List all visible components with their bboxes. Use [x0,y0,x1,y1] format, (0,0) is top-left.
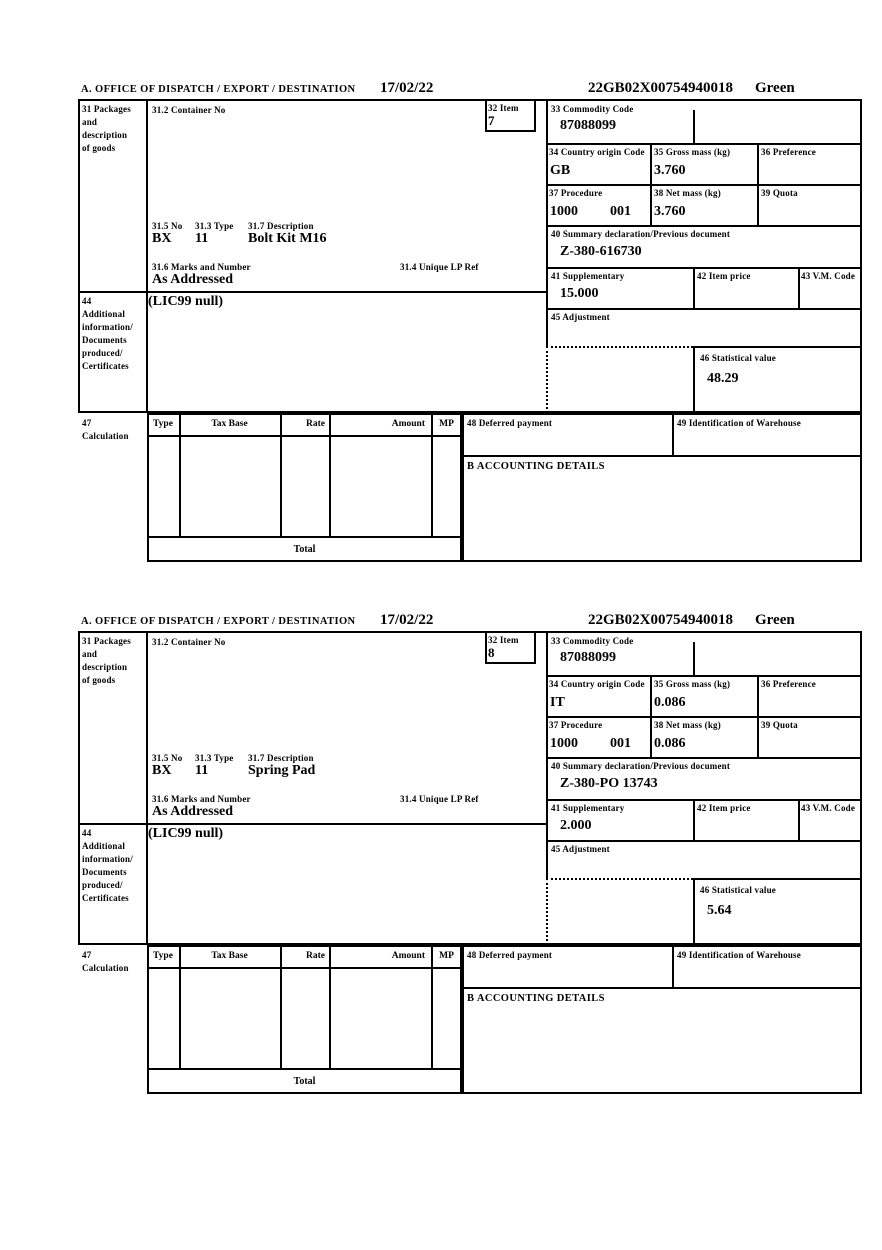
procedure-value-2: 001 [610,204,631,219]
box35-36-divider [757,675,759,757]
box46-top-border [693,346,862,348]
adjustment-label: 45 Adjustment [551,844,610,854]
office-of-dispatch-label: A. OFFICE OF DISPATCH / EXPORT / DESTINATION [81,84,356,95]
quota-label: 39 Quota [761,188,798,198]
procedure-label: 37 Procedure [549,720,603,730]
item-number: 7 [488,113,495,128]
package-no-value: BX [152,231,172,246]
supplementary-label: 41 Supplementary [551,271,625,281]
calc-col-type-header: Type [153,419,173,429]
left-column-divider [146,631,148,945]
marks-label: 31.6 Marks and Number [152,262,251,272]
package-no-label: 31.5 No [152,221,183,231]
box47-label: 47 Calculation [82,418,129,441]
commodity-code-value: 87088099 [560,118,616,133]
statistical-value: 5.64 [707,903,732,918]
box41-42-divider [693,267,695,308]
calc-total-row [147,536,462,562]
unique-lp-ref-label: 31.4 Unique LP Ref [400,262,479,272]
item-price-label: 42 Item price [697,803,751,813]
supplementary-value: 15.000 [560,286,599,301]
statistical-dotted-line-vertical [546,346,548,413]
calc-col-amount-header: Amount [391,419,425,429]
description-label: 31.7 Description [248,221,314,231]
supplementary-value: 2.000 [560,818,592,833]
box41-bottom-divider [546,840,862,842]
warehouse-id-label: 49 Identification of Warehouse [677,950,801,960]
description-label: 31.7 Description [248,753,314,763]
procedure-value-1: 1000 [550,204,578,219]
accounting-box [462,945,862,1094]
box48-49-divider [672,413,674,455]
item-label: 32 Item [488,635,519,645]
calc-col-amount-header: Amount [391,951,425,961]
declaration-item-section [78,80,862,562]
additional-info-value: (LIC99 null) [148,826,224,841]
description-value: Spring Pad [248,763,316,778]
box40-bottom-divider [546,267,862,269]
package-type-value: 11 [195,763,209,778]
commodity-code-subdivider [693,110,695,143]
country-origin-label: 34 Country origin Code [549,147,645,157]
marks-value: As Addressed [152,804,234,819]
procedure-value-1: 1000 [550,736,578,751]
calc-col-rate-header: Rate [306,419,325,429]
calc-col-rate-header: Rate [306,951,325,961]
box34-35-divider [650,675,652,757]
calc-header-divider [147,435,462,437]
box44-top-divider [78,291,546,293]
previous-document-label: 40 Summary declaration/Previous document [551,761,731,771]
gross-mass-value: 0.086 [654,695,686,710]
declaration-date: 17/02/22 [380,80,434,96]
quota-label: 39 Quota [761,720,798,730]
marks-value: As Addressed [152,272,234,287]
calc-col-mp-header: MP [439,951,454,961]
statistical-dotted-line-vertical [546,878,548,945]
item-label: 32 Item [488,103,519,113]
package-no-value: BX [152,763,172,778]
unique-lp-ref-label: 31.4 Unique LP Ref [400,794,479,804]
commodity-code-label: 33 Commodity Code [551,636,634,646]
calc-col-type-header: Type [153,951,173,961]
package-no-label: 31.5 No [152,753,183,763]
box47-label: 47 Calculation [82,950,129,973]
routing-status: Green [755,612,795,628]
box48-bottom-divider [462,987,862,989]
box48-49-divider [672,945,674,987]
country-origin-value: GB [550,163,571,178]
deferred-payment-label: 48 Deferred payment [467,418,553,428]
vm-code-label: 43 V.M. Code [801,803,856,813]
net-mass-value: 3.760 [654,204,686,219]
gross-mass-value: 3.760 [654,163,686,178]
item-price-label: 42 Item price [697,271,751,281]
box34-bottom-divider [546,184,862,186]
office-of-dispatch-label: A. OFFICE OF DISPATCH / EXPORT / DESTINATION [81,616,356,627]
net-mass-label: 38 Net mass (kg) [654,188,721,198]
commodity-code-value: 87088099 [560,650,616,665]
calc-header-divider [147,967,462,969]
box34-35-divider [650,143,652,225]
warehouse-id-label: 49 Identification of Warehouse [677,418,801,428]
declaration-item-section [78,612,862,1094]
deferred-payment-label: 48 Deferred payment [467,950,553,960]
previous-document-value: Z-380-616730 [560,244,642,259]
box44-label: 44 Additional information/ Documents produced/ Certificates [82,828,133,903]
net-mass-value: 0.086 [654,736,686,751]
preference-label: 36 Preference [761,679,816,689]
package-type-label: 31.3 Type [195,753,234,763]
container-no-label: 31.2 Container No [152,637,226,647]
calc-total-label: Total [293,543,316,555]
vm-code-label: 43 V.M. Code [801,271,856,281]
commodity-code-label: 33 Commodity Code [551,104,634,114]
adjustment-label: 45 Adjustment [551,312,610,322]
accounting-details-label: B ACCOUNTING DETAILS [467,461,605,472]
accounting-details-label: B ACCOUNTING DETAILS [467,993,605,1004]
calc-col-taxbase-header: Tax Base [211,419,248,429]
item-detail-box [78,631,862,945]
marks-label: 31.6 Marks and Number [152,794,251,804]
container-no-label: 31.2 Container No [152,105,226,115]
box34-bottom-divider [546,716,862,718]
statistical-dotted-line-horizontal [546,346,693,348]
item-detail-box [78,99,862,413]
box46-top-border [693,878,862,880]
package-type-value: 11 [195,231,209,246]
statistical-value-label: 46 Statistical value [700,885,776,895]
gross-mass-label: 35 Gross mass (kg) [654,147,731,157]
procedure-value-2: 001 [610,736,631,751]
package-type-label: 31.3 Type [195,221,234,231]
country-origin-value: IT [550,695,565,710]
calc-col-taxbase-header: Tax Base [211,951,248,961]
box46-left-border [693,346,695,413]
box40-bottom-divider [546,799,862,801]
statistical-value-label: 46 Statistical value [700,353,776,363]
box46-left-border [693,878,695,945]
previous-document-label: 40 Summary declaration/Previous document [551,229,731,239]
movement-reference-number: 22GB02X00754940018 [588,612,734,628]
supplementary-label: 41 Supplementary [551,803,625,813]
routing-status: Green [755,80,795,96]
box31-label: 31 Packages and description of goods [82,104,131,153]
calc-total-row [147,1068,462,1094]
box33-bottom-divider [546,143,862,145]
procedure-label: 37 Procedure [549,188,603,198]
item-number: 8 [488,645,495,660]
calc-total-label: Total [293,1075,316,1087]
movement-reference-number: 22GB02X00754940018 [588,80,734,96]
preference-label: 36 Preference [761,147,816,157]
declaration-date: 17/02/22 [380,612,434,628]
box48-bottom-divider [462,455,862,457]
box41-42-divider [693,799,695,840]
accounting-box [462,413,862,562]
country-origin-label: 34 Country origin Code [549,679,645,689]
box31-label: 31 Packages and description of goods [82,636,131,685]
box44-top-divider [78,823,546,825]
box44-label: 44 Additional information/ Documents produced/ Certificates [82,296,133,371]
box33-bottom-divider [546,675,862,677]
statistical-value: 48.29 [707,371,739,386]
box41-bottom-divider [546,308,862,310]
commodity-code-subdivider [693,642,695,675]
calc-col-mp-header: MP [439,419,454,429]
box42-43-divider [798,267,800,308]
box42-43-divider [798,799,800,840]
box35-36-divider [757,143,759,225]
previous-document-value: Z-380-PO 13743 [560,776,658,791]
additional-info-value: (LIC99 null) [148,294,224,309]
left-column-divider [146,99,148,413]
gross-mass-label: 35 Gross mass (kg) [654,679,731,689]
box37-bottom-divider [546,757,862,759]
box37-bottom-divider [546,225,862,227]
statistical-dotted-line-horizontal [546,878,693,880]
net-mass-label: 38 Net mass (kg) [654,720,721,730]
description-value: Bolt Kit M16 [248,231,327,246]
